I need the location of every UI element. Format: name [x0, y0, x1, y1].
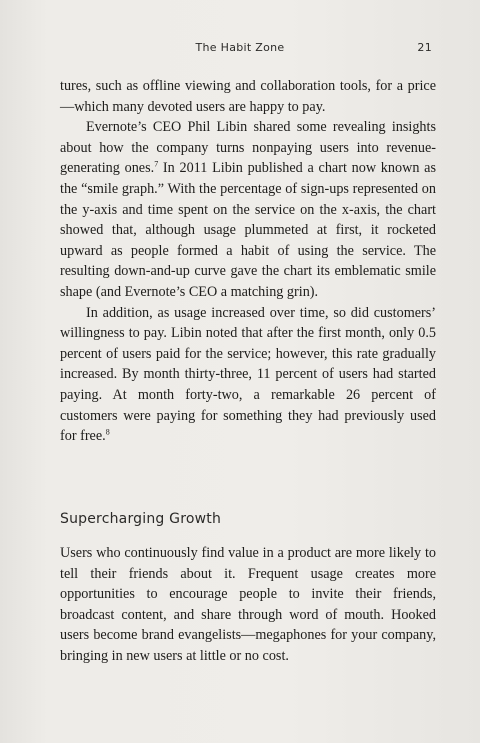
paragraph-text: Evernote’s CEO Phil Libin shared some revealing insights about how the company turns nonpaying users into revenue-generating ones. [60, 119, 436, 177]
footnote-marker[interactable]: 7 [154, 159, 159, 169]
page-number: 21 [417, 41, 432, 54]
running-head [0, 39, 480, 57]
paragraph-growth: Users who continuously find value in a product are more likely to tell their friends about it. Frequent usage creates more opportunities to encourage people to invite their friends, broadcast content, and share through word of mouth. Hooked users become brand evangelists—megaphones for your company, bringing in new users at little or no cost. [60, 545, 436, 664]
section-heading: Supercharging Growth [60, 511, 222, 527]
paragraph-continued [60, 76, 436, 117]
chapter-title: The Habit Zone [195, 41, 285, 54]
paragraph-text: tures, such as offline viewing and collaboration tools, for a price—which many devoted users are happy to pay. [60, 78, 436, 115]
section-text [60, 543, 436, 667]
footnote-marker[interactable]: 8 [105, 427, 110, 437]
body-text [60, 76, 436, 447]
paragraph-text: In addition, as usage increased over time, so did customers’ willingness to pay. Libin noted that after the first month, only 0.5 percent of users paid for the service; however, this rate gradually increased. By month thirty-three, 11 percent of users had started paying. At month forty-two, a remarkable 26 percent of customers were paying for something they had previously used for free. [60, 304, 436, 445]
paragraph-willingness-to-pay [60, 303, 436, 447]
paragraph-text: In 2011 Libin published a chart now known as the “smile graph.” With the percentage of sign-ups represented on the y-axis and time spent on the service on the x-axis, the chart showed that, although usage plummeted at first, it rocketed upward as people formed a habit of using the service. The resulting down-and-up curve gave the chart its emblematic smile shape (and Evernote’s CEO a matching grin). [60, 160, 436, 300]
paragraph-smile-graph [60, 117, 436, 302]
